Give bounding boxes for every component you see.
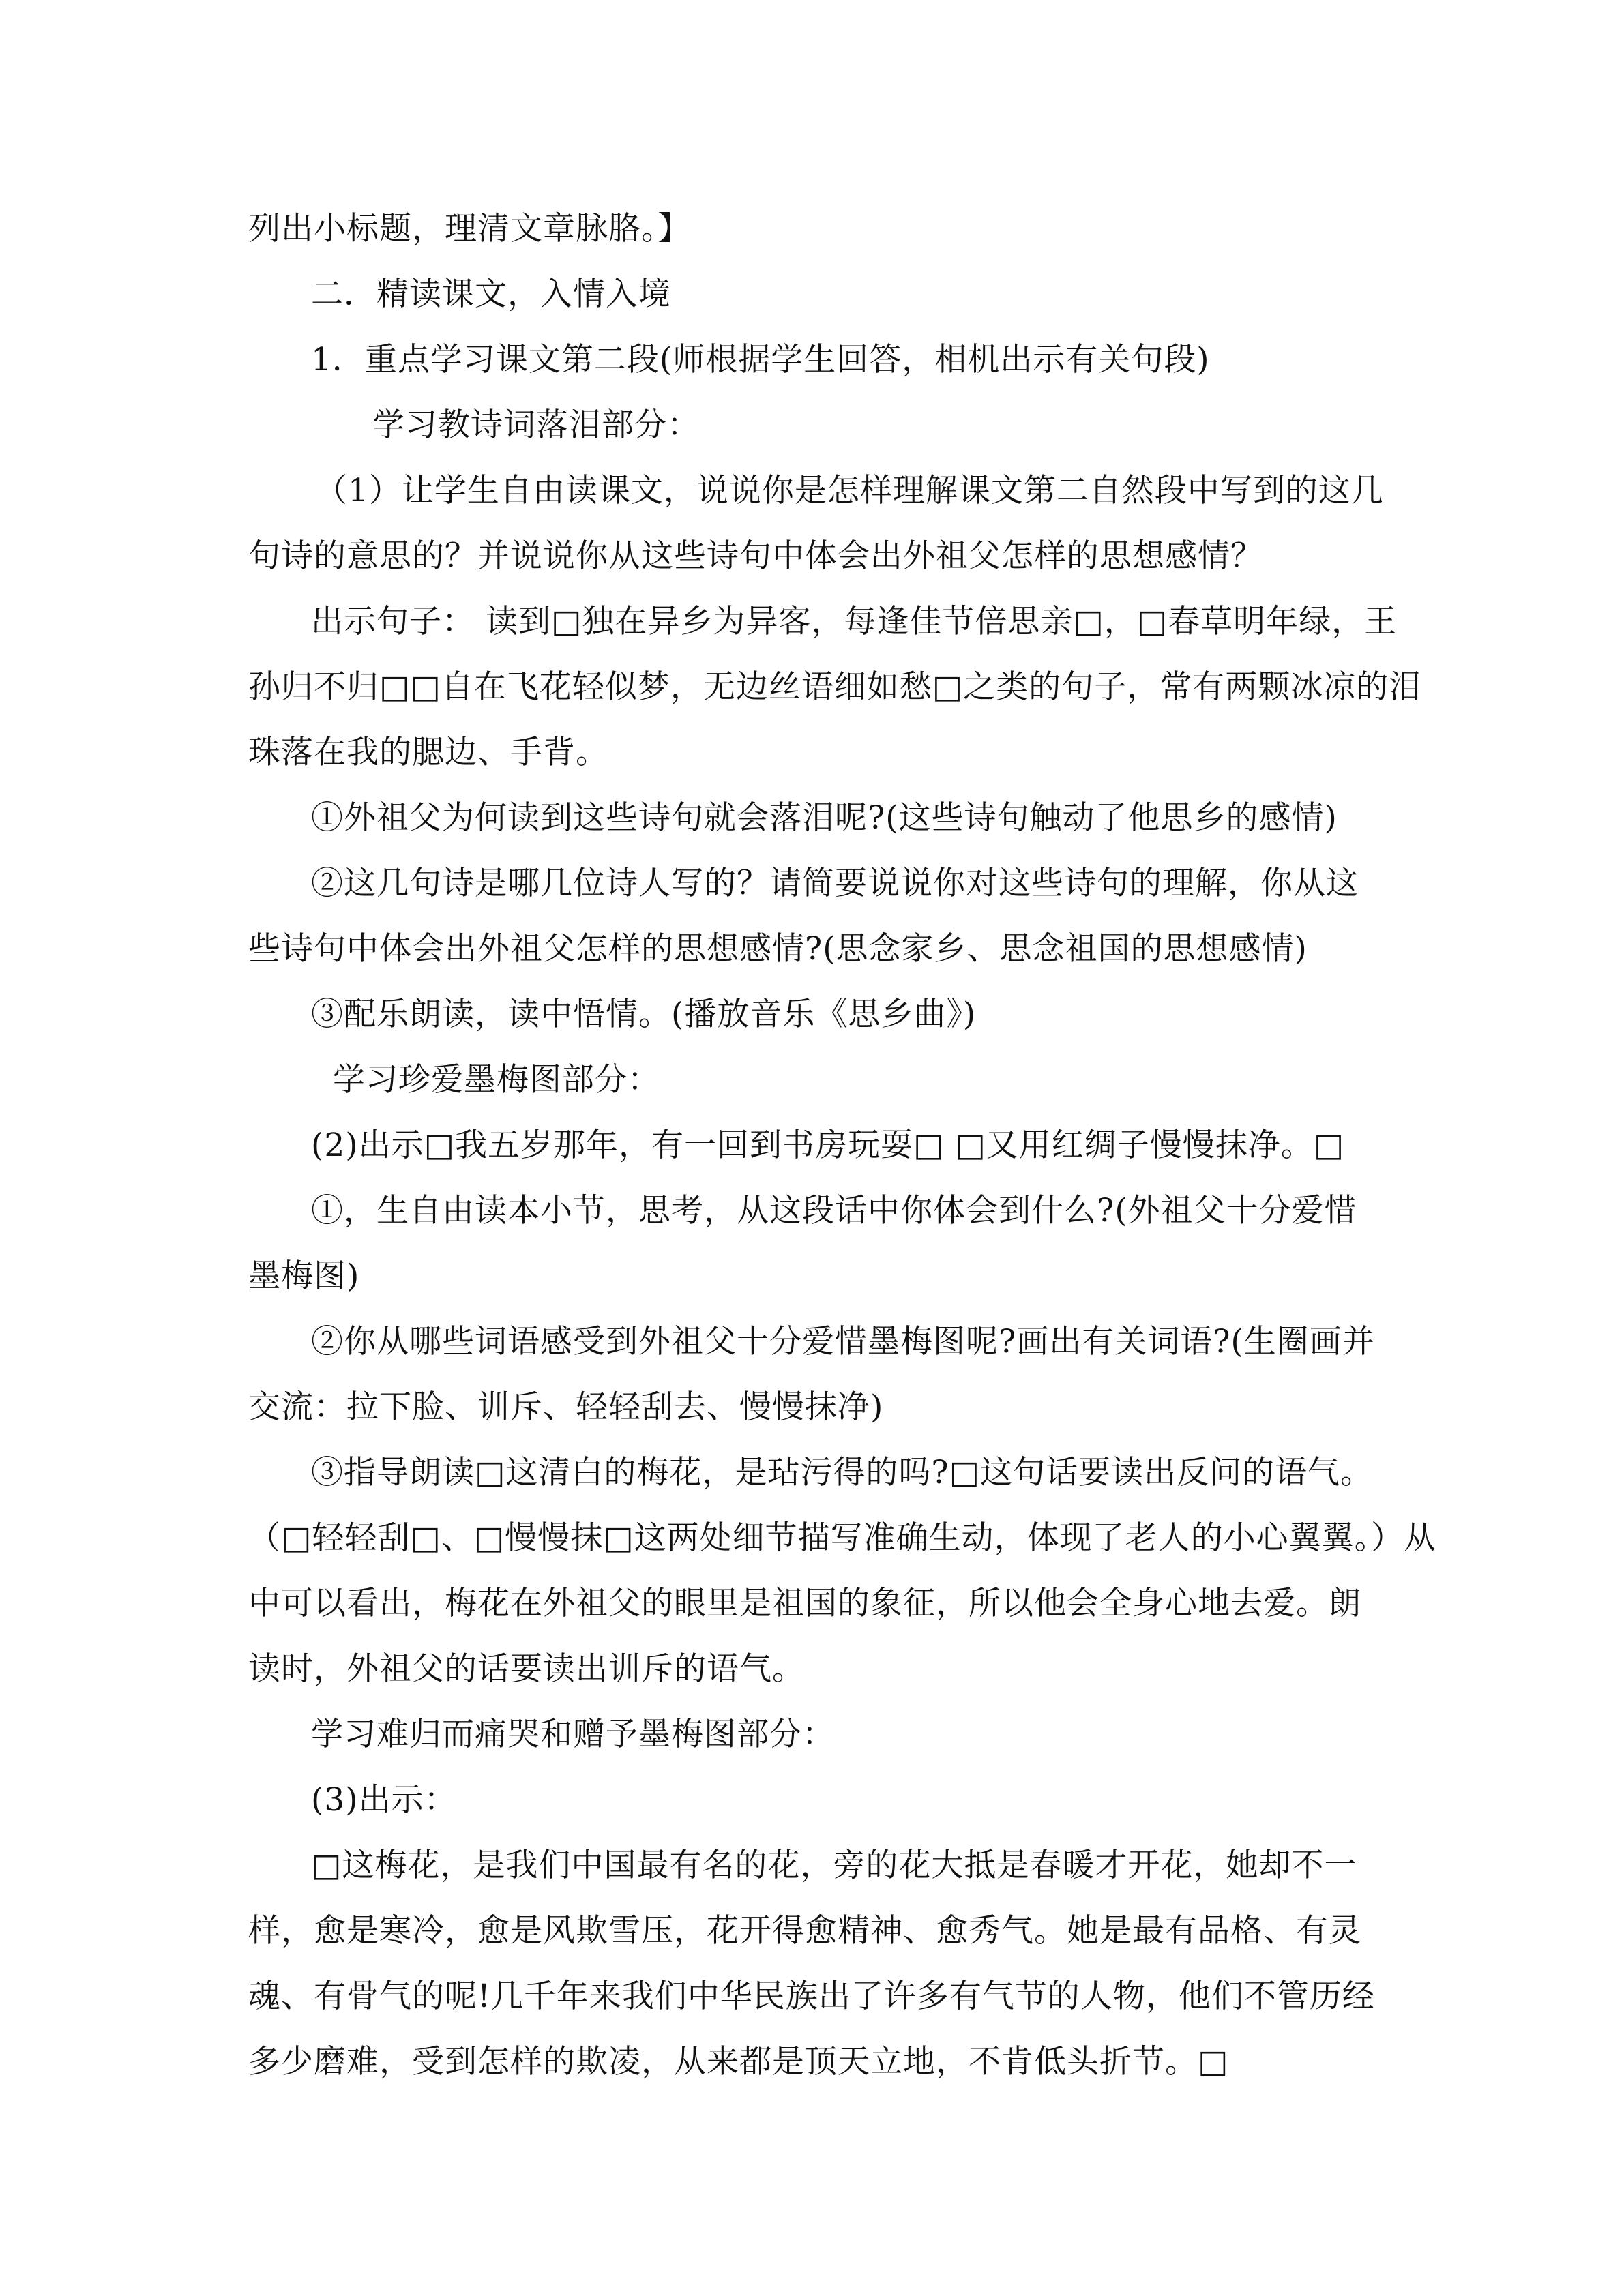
section-heading-2: 二．精读课文，入情入境 — [311, 275, 671, 313]
item-2-2-line-1: ②你从哪些词语感受到外祖父十分爱惜墨梅图呢?画出有关词语?(生圈画并 — [311, 1323, 1375, 1360]
text-line-1: 列出小标题，理清文章脉胳。】 — [248, 210, 691, 248]
part-heading-plum: 学习珍爱墨梅图部分： — [333, 1061, 660, 1099]
item-2-3-line-4: 读时，外祖父的话要读出训斥的语气。 — [248, 1650, 805, 1688]
question-1-line-1: （1）让学生自由读课文，说说你是怎样理解课文第二自然段中写到的这几 — [315, 472, 1384, 509]
item-2-1-line-2: 墨梅图) — [248, 1257, 360, 1295]
quote-2-line-1: □这梅花，是我们中国最有名的花，旁的花大抵是春暖才开花，她却不一 — [311, 1847, 1357, 1884]
item-1-1: ①外祖父为何读到这些诗句就会落泪呢?(这些诗句触动了他思乡的感情) — [311, 799, 1338, 837]
question-1-line-2: 句诗的意思的？并说说你从这些诗句中体会出外祖父怎样的思想感情？ — [248, 537, 1263, 575]
item-2-3-line-3: 中可以看出，梅花在外祖父的眼里是祖国的象征，所以他会全身心地去爱。朗 — [248, 1585, 1361, 1622]
quote-2-line-2: 样，愈是寒冷，愈是风欺雪压，花开得愈精神、愈秀气。她是最有品格、有灵 — [248, 1912, 1361, 1950]
quote-line-2: 孙归不归□□自在飞花轻似梦，无边丝语细如愁□之类的句子，常有两颗冰凉的泪 — [248, 668, 1422, 706]
question-2: (2)出示□我五岁那年，有一回到书房玩耍□ □又用红绸子慢慢抹净。□ — [311, 1127, 1345, 1164]
quote-2-line-3: 魂、有骨气的呢!几千年来我们中华民族出了许多有气节的人物，他们不管历经 — [248, 1978, 1375, 2015]
item-1-2-line-2: 些诗句中体会出外祖父怎样的思想感情?(思念家乡、思念祖国的思想感情) — [248, 930, 1308, 968]
subsection-heading-1: 1．重点学习课文第二段(师根据学生回答，相机出示有关句段) — [311, 341, 1210, 378]
item-2-2-line-2: 交流：拉下脸、训斥、轻轻刮去、慢慢抹净) — [248, 1388, 884, 1426]
quote-line-3: 珠落在我的腮边、手背。 — [248, 734, 608, 771]
question-3: (3)出示： — [311, 1781, 457, 1819]
item-2-1-line-1: ①，生自由读本小节，思考，从这段话中你体会到什么?(外祖父十分爱惜 — [311, 1192, 1357, 1229]
quote-line-1: 出示句子： 读到□独在异乡为异客，每逢佳节倍思亲□，□春草明年绿，王 — [311, 603, 1398, 640]
part-heading-return: 学习难归而痛哭和赠予墨梅图部分： — [311, 1716, 835, 1753]
part-heading-poetry: 学习教诗词落泪部分： — [372, 406, 700, 444]
item-1-2-line-1: ②这几句诗是哪几位诗人写的？请简要说说你对这些诗句的理解，你从这 — [311, 865, 1359, 902]
item-2-3-line-1: ③指导朗读□这清白的梅花，是玷污得的吗?□这句话要读出反问的语气。 — [311, 1454, 1374, 1491]
quote-2-line-4: 多少磨难，受到怎样的欺凌，从来都是顶天立地，不肯低头折节。□ — [248, 2043, 1229, 2081]
item-1-3: ③配乐朗读，读中悟情。(播放音乐《思乡曲》) — [311, 996, 977, 1033]
item-2-3-line-2: （□轻轻刮□、□慢慢抹□这两处细节描写准确生动，体现了老人的小心翼翼。）从 — [248, 1519, 1437, 1557]
